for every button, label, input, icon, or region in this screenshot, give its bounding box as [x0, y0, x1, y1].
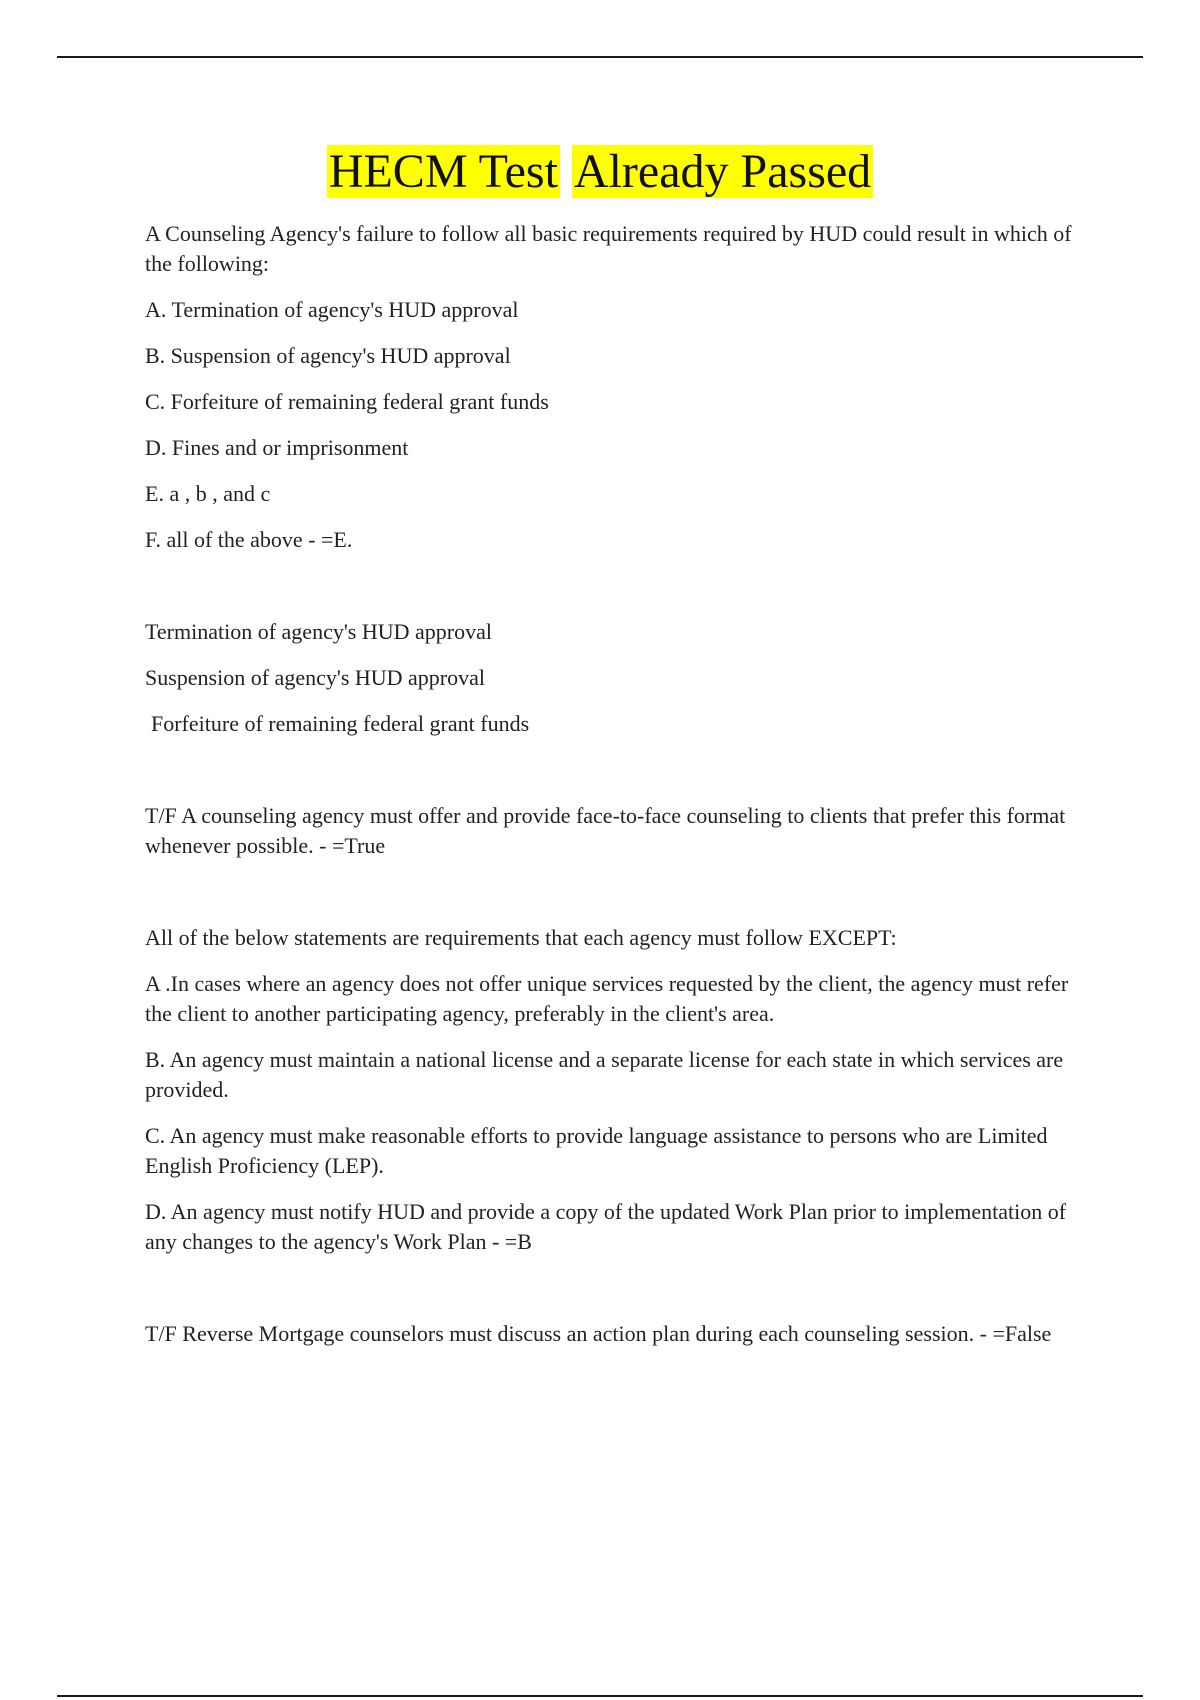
question-3: All of the below statements are requirements that each agency must follow EXCEPT: — [145, 925, 897, 950]
bottom-rule — [57, 1695, 1143, 1697]
q3-option-a: A .In cases where an agency does not offer unique services requested by the client, the agency must refer the client to another participating agency, preferably in the client's area. — [145, 971, 1069, 1026]
title-highlight-1: HECM Test — [328, 145, 558, 198]
q1-option-e: E. a , b , and c — [145, 481, 271, 506]
document-body — [145, 219, 1085, 1349]
page-title — [0, 142, 1200, 202]
q3-option-d: D. An agency must notify HUD and provide a copy of the updated Work Plan prior to implementation of any changes to the agency's Work Plan - =B — [145, 1199, 1067, 1254]
q3-option-c: C. An agency must make reasonable efforts to provide language assistance to persons who are Limited English Proficiency (LEP). — [145, 1123, 1048, 1178]
q1-option-a: A. Termination of agency's HUD approval — [145, 297, 519, 322]
q1-option-c: C. Forfeiture of remaining federal grant funds — [145, 389, 549, 414]
top-rule — [57, 56, 1143, 58]
question-2: T/F A counseling agency must offer and provide face-to-face counseling to clients that prefer this format whenever possible. - =True — [145, 803, 1066, 858]
question-1: A Counseling Agency's failure to follow all basic requirements required by HUD could result in which of the following: — [145, 221, 1072, 276]
title-highlight-2: Already Passed — [573, 145, 872, 198]
q1-option-f: F. all of the above - =E. — [145, 527, 353, 552]
q1-answer-line-1: Termination of agency's HUD approval — [145, 619, 492, 644]
q1-option-b: B. Suspension of agency's HUD approval — [145, 343, 511, 368]
q1-option-d: D. Fines and or imprisonment — [145, 435, 409, 460]
question-4: T/F Reverse Mortgage counselors must discuss an action plan during each counseling session. - =False — [145, 1321, 1052, 1346]
q1-answer-line-3: Forfeiture of remaining federal grant funds — [151, 711, 530, 736]
q1-answer-line-2: Suspension of agency's HUD approval — [145, 665, 486, 690]
q3-option-b: B. An agency must maintain a national license and a separate license for each state in which services are provided. — [145, 1047, 1064, 1102]
